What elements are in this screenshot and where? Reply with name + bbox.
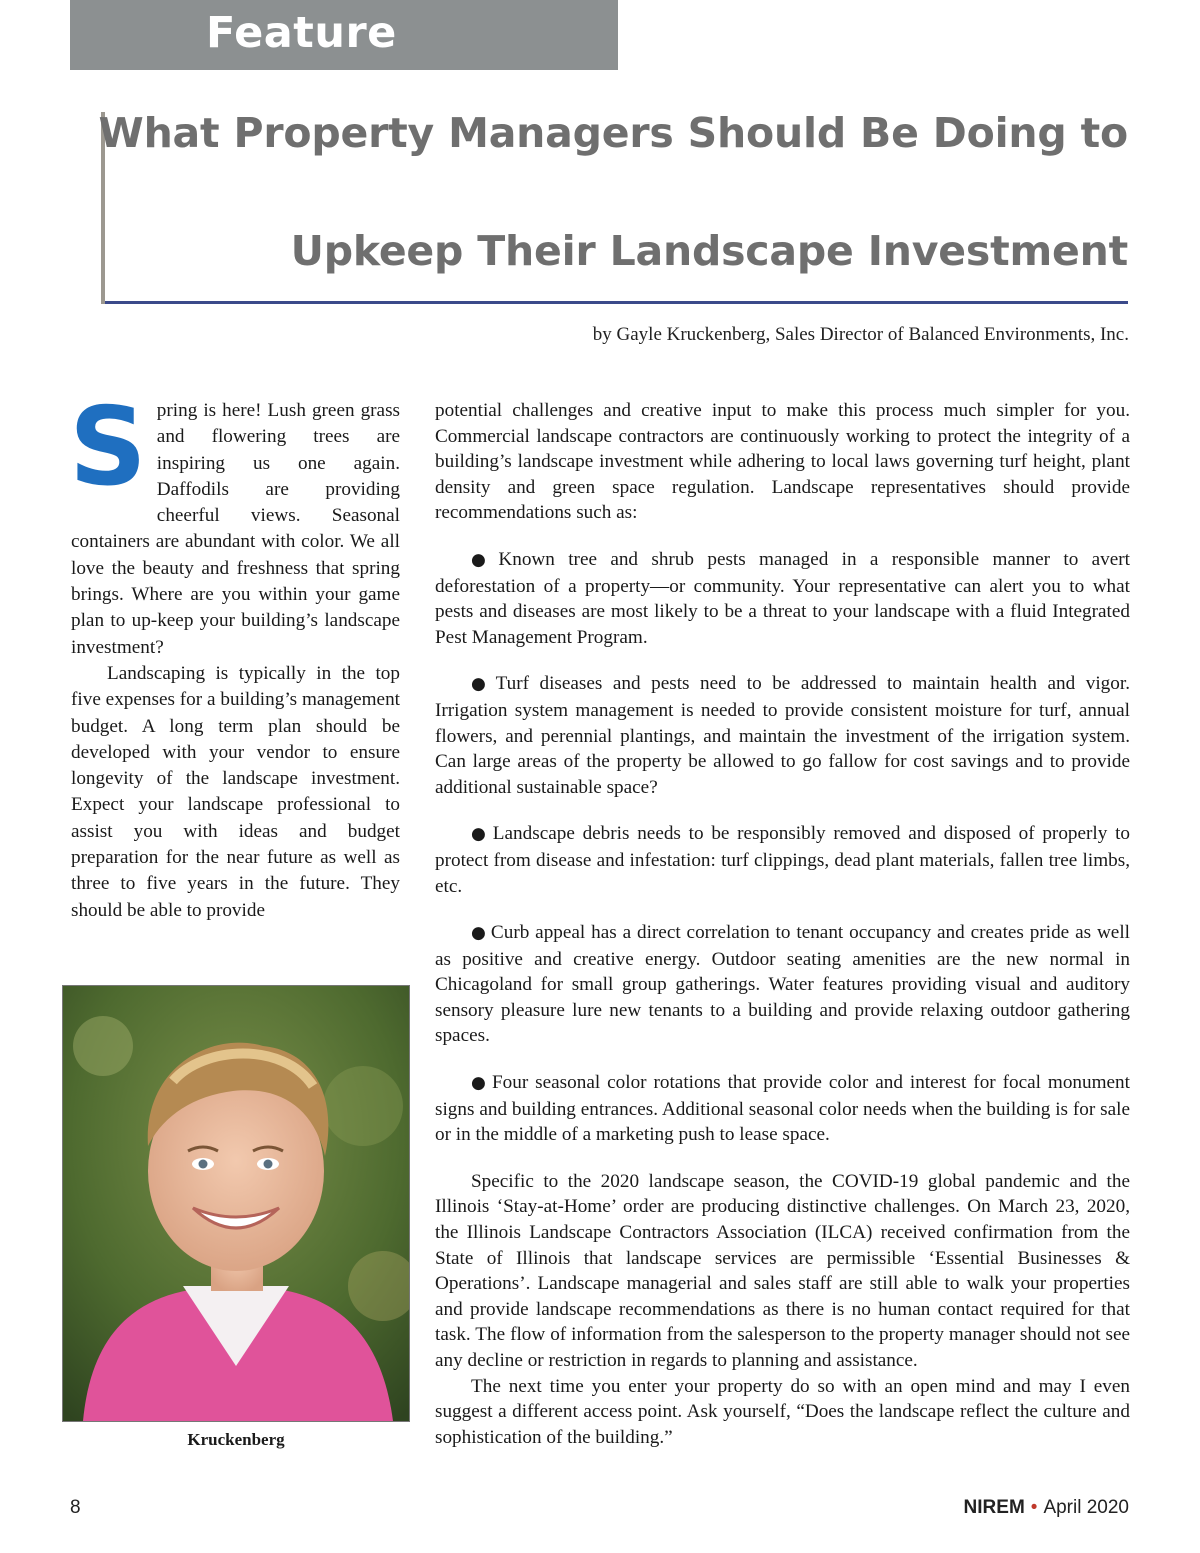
bullet-item bbox=[435, 821, 1130, 899]
covid-paragraph: Specific to the 2020 landscape season, the COVID-19 global pandemic and the Illinois ‘Stay-at-Home’ order are producing distinctive challenges. On March 23, 2020, the Illinois Landscape Contractors Association (ILCA) received confirmation from the State of Illinois that landscape services are permissible ‘Essential Businesses & Operations’. Landscape managerial and sales staff are still able to walk your properties and provide landscape recommendations as there is no human contact required for that task. The flow of information from the salesperson to the property manager should not see any decline or restriction in regards to planning and assistance. bbox=[435, 1170, 1130, 1371]
magazine-name: NIREM bbox=[963, 1497, 1025, 1518]
intro-paragraph-text: pring is here! Lush green grass and flowering trees are inspiring us one again. Daffodils are providing cheerful views. Seasonal containers are abundant with color. We all love the beauty and freshness that spring brings. Where are you within your game plan to up-keep your building’s landscape investment? bbox=[71, 400, 400, 658]
article-title-line-1: What Property Managers Should Be Doing to bbox=[98, 109, 1128, 157]
bullet-text: Landscape debris needs to be responsibly removed and disposed of properly to protect from disease and infestation: turf clippings, dead plant materials, fallen tree limbs, etc. bbox=[435, 823, 1131, 897]
byline: by Gayle Kruckenberg, Sales Director of Balanced Environments, Inc. bbox=[592, 324, 1129, 345]
bullet-text: Known tree and shrub pests managed in a responsible manner to avert deforestation of a property—or community. Your representative can alert you to what pests and diseases are most likely to be a threat to your landscape with a fluid Integrated Pest Management Program. bbox=[435, 548, 1131, 648]
publication-footer bbox=[964, 1497, 1129, 1519]
bullet-item bbox=[435, 547, 1130, 650]
bullet-item bbox=[435, 920, 1130, 1049]
bullet-item bbox=[435, 671, 1130, 800]
photo-caption: Kruckenberg bbox=[187, 1430, 285, 1449]
closing-paragraph: The next time you enter your property do so with an open mind and may I even suggest a different access point. Ask yourself, “Does the landscape reflect the culture and sophistication of the building.” bbox=[435, 1375, 1130, 1448]
bullet-icon: ● bbox=[471, 824, 489, 845]
portrait-photo-icon bbox=[63, 986, 409, 1421]
footer-separator: • bbox=[1030, 1497, 1038, 1518]
drop-cap: S bbox=[69, 385, 147, 510]
title-rule bbox=[105, 301, 1128, 304]
bullet-text: Turf diseases and pests need to be addressed to maintain health and vigor. Irrigation system management is needed to provide consistent moisture for turf, annual flowers, and perennial plantings, and maintain the investment of the irrigation system. Can large areas of the property be allowed to go fallow for cost savings and to provide additional sustainable space? bbox=[435, 673, 1130, 798]
bullet-item bbox=[435, 1070, 1130, 1148]
bullet-text: Curb appeal has a direct correlation to tenant occupancy and creates pride as well as positive and creative energy. Outdoor seating amenities are the new normal in Chicagoland for small group gatherings. Water features providing visual and auditory sensory pleasure lure new tenants to a building and provide relaxing outdoor gathering spaces. bbox=[435, 922, 1130, 1047]
bullet-icon: ● bbox=[471, 1073, 488, 1094]
budget-paragraph: Landscaping is typically in the top five expenses for a building’s management budget. A long term plan should be developed with your vendor to ensure longevity of the landscape investment. Expect your landscape professional to assist you with ideas and budget preparation for the near future as well as three to five years in the future. They should be able to provide bbox=[71, 662, 400, 921]
page-number: 8 bbox=[70, 1497, 81, 1518]
issue-date: April 2020 bbox=[1043, 1497, 1129, 1518]
bullet-icon: ● bbox=[471, 674, 492, 695]
left-column bbox=[69, 385, 400, 924]
intro-paragraph bbox=[69, 385, 400, 661]
intro-continued-paragraph: potential challenges and creative input to make this process much simpler for you. Commercial landscape contractors are continuously working to protect the integrity of a building’s landscape investment while adhering to local laws governing turf height, plant density and green space regulation. Landscape representatives should provide recommendations such as: bbox=[435, 400, 1130, 524]
bullet-text: Four seasonal color rotations that provide color and interest for focal monument signs and building entrances. Additional seasonal color needs when the building is for sale or in the middle of a marketing push to lease space. bbox=[435, 1072, 1130, 1146]
section-label: Feature bbox=[206, 8, 397, 58]
bullet-icon: ● bbox=[471, 923, 487, 944]
right-column bbox=[435, 398, 1130, 1450]
section-banner bbox=[70, 0, 618, 70]
bullet-icon: ● bbox=[471, 549, 495, 570]
author-photo bbox=[62, 985, 410, 1422]
article-title-line-2: Upkeep Their Landscape Investment bbox=[290, 227, 1128, 275]
